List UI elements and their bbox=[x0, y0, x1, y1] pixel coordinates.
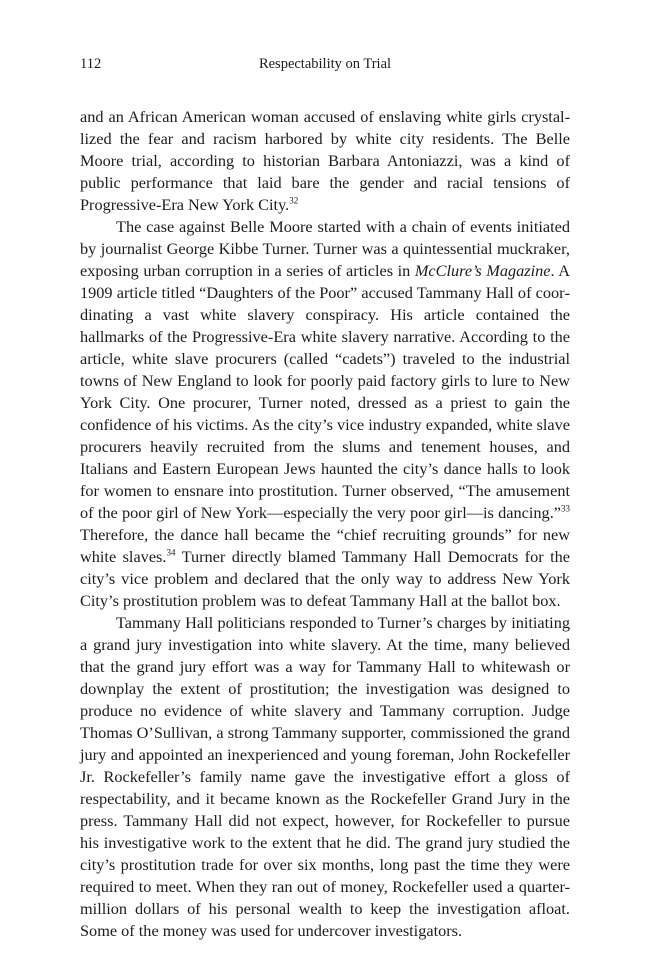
paragraph bbox=[80, 216, 570, 612]
running-head bbox=[80, 56, 570, 78]
page-number: 112 bbox=[80, 56, 102, 72]
paragraph bbox=[80, 612, 570, 942]
paragraph bbox=[80, 106, 570, 216]
text-run: Tammany Hall politicians responded to Turner’s charges by initiating a grand jury investigation into white slavery. At the time, many believed that the grand jury effort was a way for Tammany Hall to whitewash or downplay the extent of prostitution; the investigation was designed to produce no evidence of white slavery and Tammany corruption. Judge Thomas O’Sullivan, a strong Tammany supporter, commissioned the grand jury and appointed an inexperienced and young foreman, John Rockefeller Jr. Rockefeller’s family name gave the investigative effort a gloss of respectability, and it became known as the Rockefeller Grand Jury in the press. Tammany Hall did not expect, however, for Rockefeller to pursue his investigative work to the extent that he did. The grand jury studied the city’s prostitution trade for over six months, long past the time they were required to meet. When they ran out of money, Rockefeller used a quarter-million dollars of his personal wealth to keep the investigation afloat. Some of the money was used for undercover investigators. bbox=[80, 613, 570, 940]
footnote-ref: 34 bbox=[166, 547, 176, 558]
text-run: and an African American woman accused of enslaving white girls crystallized the fear and racism harbored by white city residents. The Belle Moore trial, according to historian Barbara Antoniazzi, was a kind of public performance that laid bare the gender and racial tensions of Progressive-Era New York City. bbox=[80, 107, 570, 214]
text-run: Therefore, the dance hall became the “chief recruiting grounds” for new white slaves. bbox=[80, 525, 570, 566]
footnote-ref: 32 bbox=[289, 195, 299, 206]
text-run: The case against Belle Moore started with a chain of events initiated by journalist George Kibbe Turner. Turner was a quintessential muckraker, exposing urban corruption in a series of articles in bbox=[80, 217, 570, 280]
body-text bbox=[80, 106, 570, 942]
running-title: Respectability on Trial bbox=[258, 56, 392, 72]
text-run: Turner directly blamed Tammany Hall Democrats for the city’s vice problem and declared that the only way to address New York City’s prostitution problem was to defeat Tammany Hall at the ballot box. bbox=[80, 547, 570, 610]
text-run: . A 1909 article titled “Daughters of the Poor” accused Tammany Hall of coordinating a vast white slavery conspiracy. His article contained the hallmarks of the Progressive-Era white slavery narrative. According to the article, white slave procurers (called “cadets”) traveled to the industrial towns of New England to look for poorly paid factory girls to lure to New York City. One procurer, Turner noted, dressed as a priest to gain the confidence of his victims. As the city’s vice industry expanded, white slave procurers heavily recruited from the slums and tenement houses, and Italians and Eastern European Jews haunted the city’s dance halls to look for women to ensnare into prostitution. Turner observed, “The amusement of the poor girl of New York—especially the very poor girl—is dancing.” bbox=[80, 261, 571, 522]
footnote-ref: 33 bbox=[561, 503, 570, 514]
italic-title: McClure’s Magazine bbox=[414, 261, 551, 280]
